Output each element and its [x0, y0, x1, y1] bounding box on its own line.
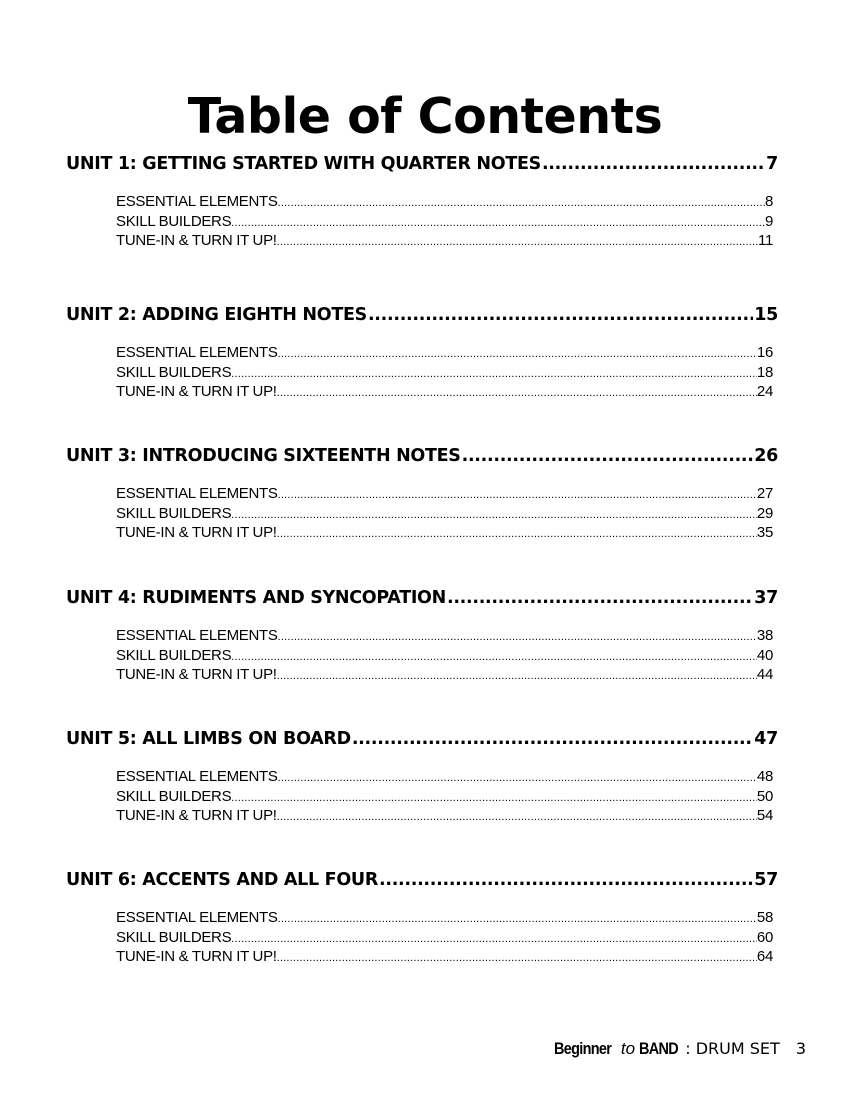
entry-title: SKILL BUILDERS [116, 787, 232, 805]
entry-page-number: 58 [756, 909, 773, 926]
entry-title: ESSENTIAL ELEMENTS [116, 193, 278, 210]
dot-leader [542, 154, 765, 174]
dot-leader [278, 772, 757, 784]
entry-page-number: 50 [756, 787, 773, 805]
toc-subsections [116, 485, 773, 544]
entry-page-number: 16 [756, 344, 773, 361]
toc-entry[interactable] [116, 485, 773, 505]
unit-title: UNIT 5: ALL LIMBS ON BOARD [66, 729, 351, 749]
dot-leader [379, 870, 753, 890]
entry-page-number: 48 [756, 768, 773, 785]
toc-unit-heading[interactable] [66, 305, 778, 331]
unit-title: UNIT 6: ACCENTS AND ALL FOUR [66, 870, 378, 890]
unit-title: UNIT 4: RUDIMENTS AND SYNCOPATION [66, 588, 446, 608]
entry-page-number: 60 [756, 928, 773, 946]
toc-subsections [116, 344, 773, 403]
entry-title: ESSENTIAL ELEMENTS [116, 909, 278, 926]
dot-leader [462, 446, 754, 466]
entry-title: SKILL BUILDERS [116, 928, 232, 946]
entry-title: TUNE-IN & TURN IT UP! [116, 383, 277, 401]
entry-title: SKILL BUILDERS [116, 212, 232, 230]
page-number: 3 [795, 1039, 806, 1058]
dot-leader [231, 217, 765, 229]
toc-unit-heading[interactable] [66, 729, 778, 755]
dot-leader [277, 811, 757, 823]
toc-entry[interactable] [116, 505, 773, 525]
toc-unit [66, 305, 778, 403]
dot-leader [231, 792, 757, 804]
unit-page-number: 37 [754, 588, 778, 608]
toc-entry[interactable] [116, 768, 773, 788]
page-title: Table of Contents [187, 87, 663, 145]
toc-entry[interactable] [116, 807, 773, 827]
toc-subsections [116, 909, 773, 968]
toc-entry[interactable] [116, 524, 773, 544]
toc-entry[interactable] [116, 344, 773, 364]
toc-entry[interactable] [116, 929, 773, 949]
entry-page-number: 54 [756, 807, 773, 825]
unit-page-number: 47 [754, 729, 778, 749]
entry-page-number: 29 [756, 504, 773, 522]
entry-page-number: 35 [756, 524, 773, 542]
unit-title: UNIT 1: GETTING STARTED WITH QUARTER NOTES [66, 154, 541, 174]
toc-entry[interactable] [116, 193, 773, 213]
entry-title: ESSENTIAL ELEMENTS [116, 768, 278, 785]
entry-title: SKILL BUILDERS [116, 504, 232, 522]
toc-unit [66, 870, 778, 968]
unit-title: UNIT 2: ADDING EIGHTH NOTES [66, 305, 367, 325]
dot-leader [277, 236, 758, 248]
dot-leader [447, 588, 753, 608]
entry-title: TUNE-IN & TURN IT UP! [116, 232, 277, 250]
entry-title: TUNE-IN & TURN IT UP! [116, 666, 277, 684]
toc-unit [66, 729, 778, 827]
unit-page-number: 57 [754, 870, 778, 890]
dot-leader [278, 348, 757, 360]
dot-leader [368, 305, 753, 325]
dot-leader [277, 952, 757, 964]
entry-page-number: 27 [756, 485, 773, 502]
entry-page-number: 8 [764, 193, 773, 210]
dot-leader [277, 670, 757, 682]
entry-page-number: 64 [756, 948, 773, 966]
entry-page-number: 24 [756, 383, 773, 401]
entry-title: SKILL BUILDERS [116, 363, 232, 381]
unit-page-number: 26 [754, 446, 778, 466]
toc-entry[interactable] [116, 232, 773, 252]
toc-entry[interactable] [116, 364, 773, 384]
toc-subsections [116, 193, 773, 252]
entry-page-number: 18 [756, 363, 773, 381]
toc-unit-heading[interactable] [66, 870, 778, 896]
dot-leader [231, 509, 757, 521]
entry-title: ESSENTIAL ELEMENTS [116, 344, 278, 361]
dot-leader [278, 631, 757, 643]
toc-unit-heading[interactable] [66, 588, 778, 614]
toc-unit [66, 154, 778, 252]
toc-entry[interactable] [116, 788, 773, 808]
entry-title: TUNE-IN & TURN IT UP! [116, 948, 277, 966]
unit-page-number: 15 [754, 305, 778, 325]
dot-leader [278, 913, 757, 925]
page-footer [554, 1037, 806, 1061]
dot-leader [277, 387, 757, 399]
footer-subtitle: : DRUM SET [685, 1039, 780, 1058]
brand-to: to [620, 1039, 636, 1058]
toc-entry[interactable] [116, 666, 773, 686]
entry-title: ESSENTIAL ELEMENTS [116, 627, 278, 644]
entry-page-number: 11 [758, 232, 773, 250]
entry-page-number: 40 [756, 646, 773, 664]
brand-beginner: Beginner [553, 1039, 611, 1058]
toc-entry[interactable] [116, 647, 773, 667]
toc-entry[interactable] [116, 948, 773, 968]
toc-unit [66, 446, 778, 544]
entry-title: TUNE-IN & TURN IT UP! [116, 807, 277, 825]
unit-title: UNIT 3: INTRODUCING SIXTEENTH NOTES [66, 446, 461, 466]
toc-subsections [116, 627, 773, 686]
toc-unit-heading[interactable] [66, 154, 778, 180]
toc-entry[interactable] [116, 383, 773, 403]
entry-title: TUNE-IN & TURN IT UP! [116, 524, 277, 542]
toc-entry[interactable] [116, 213, 773, 233]
dot-leader [231, 651, 757, 663]
dot-leader [277, 528, 757, 540]
dot-leader [352, 729, 753, 749]
dot-leader [231, 933, 757, 945]
brand-band: BAND [639, 1039, 679, 1058]
entry-page-number: 44 [756, 666, 773, 684]
toc-unit-heading[interactable] [66, 446, 778, 472]
dot-leader [231, 368, 757, 380]
toc-subsections [116, 768, 773, 827]
unit-page-number: 7 [766, 154, 778, 174]
entry-page-number: 9 [764, 212, 773, 230]
entry-title: SKILL BUILDERS [116, 646, 232, 664]
dot-leader [278, 489, 757, 501]
entry-title: ESSENTIAL ELEMENTS [116, 485, 278, 502]
toc-unit [66, 588, 778, 686]
toc-entry[interactable] [116, 627, 773, 647]
entry-page-number: 38 [756, 627, 773, 644]
dot-leader [278, 197, 765, 209]
toc-entry[interactable] [116, 909, 773, 929]
